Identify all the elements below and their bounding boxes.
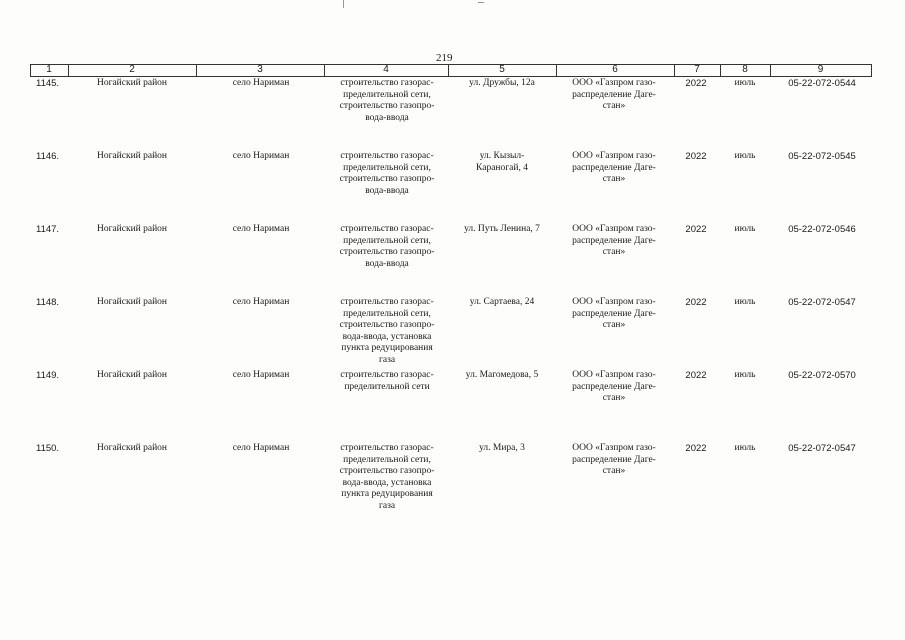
row-number: 1148. (36, 297, 60, 308)
village-cell: село Нариман (232, 151, 290, 161)
organization-cell-line: стан» (602, 393, 626, 403)
address-cell (450, 151, 554, 174)
work-type-cell-line: строительство газорас- (340, 443, 434, 453)
work-type-cell-line: пределительной сети, (343, 235, 431, 246)
column-header-8: 8 (742, 64, 748, 75)
work-type-cell-line: строительство газопро- (339, 101, 435, 111)
work-type-cell-line: строительство газорас- (340, 297, 434, 307)
row-number: 1150. (36, 443, 60, 454)
work-type-cell-line: пределительной сети (344, 381, 430, 392)
organization-cell-line: ООО «Газпром газо- (572, 370, 656, 380)
work-type-cell-line: строительство газорас- (340, 151, 434, 161)
organization-cell-line: стан» (602, 101, 626, 111)
work-type-cell-line: пункта редуцирования (341, 343, 433, 353)
work-type-cell-line: пределительной сети, (343, 308, 431, 319)
address-cell-line: ул. Дружбы, 12а (469, 78, 535, 88)
address-cell (450, 224, 554, 236)
address-cell-line: ул. Сартаева, 24 (469, 297, 535, 307)
organization-cell-line: распределение Даге- (572, 381, 656, 392)
column-header-1: 1 (46, 64, 52, 75)
organization-cell-line: ООО «Газпром газо- (572, 78, 656, 88)
year-cell: 2022 (685, 78, 707, 89)
address-cell-line: ул. Магомедова, 5 (465, 370, 539, 380)
row-number: 1145. (36, 78, 60, 89)
address-cell (450, 370, 554, 382)
code-cell: 05-22-072-0544 (788, 78, 856, 89)
work-type-cell-line: вода-ввода (365, 112, 409, 123)
work-type-cell-line: пункта редуцирования (341, 489, 433, 499)
column-header-9: 9 (817, 64, 824, 75)
work-type-cell-line: строительство газопро- (339, 247, 435, 257)
district-cell: Ногайский район (96, 78, 168, 88)
month-cell: июль (734, 78, 756, 88)
year-cell: 2022 (685, 224, 707, 235)
code-cell: 05-22-072-0546 (788, 224, 856, 235)
district-cell: Ногайский район (96, 224, 168, 234)
column-header-4: 4 (383, 64, 389, 75)
column-header-3: 3 (257, 64, 263, 75)
work-type-cell (326, 370, 448, 393)
organization-cell (558, 370, 670, 405)
work-type-cell (326, 297, 448, 366)
work-type-cell-line: газа (378, 500, 396, 511)
district-cell: Ногайский район (96, 443, 168, 453)
district-cell: Ногайский район (96, 370, 168, 380)
month-cell: июль (734, 297, 756, 307)
work-type-cell-line: вода-ввода, установка (342, 477, 432, 488)
work-type-cell-line: вода-ввода (365, 185, 409, 196)
scan-artifact (343, 0, 344, 8)
organization-cell-line: распределение Даге- (572, 235, 656, 246)
work-type-cell (326, 78, 448, 124)
month-cell: июль (734, 151, 756, 161)
code-cell: 05-22-072-0547 (788, 297, 856, 308)
work-type-cell-line: строительство газорас- (340, 370, 434, 380)
organization-cell-line: ООО «Газпром газо- (572, 297, 656, 307)
organization-cell (558, 151, 670, 186)
work-type-cell (326, 443, 448, 512)
organization-cell (558, 443, 670, 478)
work-type-cell-line: газа (378, 354, 396, 365)
month-cell: июль (734, 443, 756, 453)
page-number: 219 (436, 52, 453, 64)
address-cell-line: ул. Путь Ленина, 7 (464, 224, 540, 234)
column-header-2: 2 (129, 64, 135, 75)
column-header-6: 6 (612, 64, 618, 75)
organization-cell-line: ООО «Газпром газо- (572, 224, 656, 234)
row-number: 1146. (36, 151, 60, 162)
work-type-cell (326, 151, 448, 197)
village-cell: село Нариман (232, 370, 290, 380)
organization-cell (558, 78, 670, 113)
column-number-header (30, 64, 872, 76)
work-type-cell-line: пределительной сети, (343, 89, 431, 100)
organization-cell-line: стан» (602, 320, 626, 330)
row-number: 1147. (36, 224, 60, 235)
organization-cell-line: распределение Даге- (572, 308, 656, 319)
organization-cell-line: распределение Даге- (572, 89, 656, 100)
work-type-cell-line: пределительной сети, (343, 162, 431, 173)
work-type-cell-line: вода-ввода (365, 258, 409, 269)
address-cell-line: Караногай, 4 (476, 162, 528, 173)
column-header-7: 7 (694, 64, 700, 75)
village-cell: село Нариман (232, 78, 290, 88)
work-type-cell-line: строительство газопро- (339, 466, 435, 476)
village-cell: село Нариман (232, 443, 290, 453)
organization-cell-line: стан» (602, 247, 626, 257)
scan-artifact (478, 2, 484, 3)
work-type-cell-line: вода-ввода, установка (342, 331, 432, 342)
address-cell-line: ул. Мира, 3 (479, 443, 525, 453)
organization-cell (558, 224, 670, 259)
month-cell: июль (734, 224, 756, 234)
work-type-cell-line: пределительной сети, (343, 454, 431, 465)
work-type-cell-line: строительство газорас- (340, 224, 434, 234)
work-type-cell-line: строительство газопро- (339, 320, 435, 330)
organization-cell-line: распределение Даге- (572, 162, 656, 173)
organization-cell (558, 297, 670, 332)
district-cell: Ногайский район (96, 297, 168, 307)
year-cell: 2022 (685, 370, 707, 381)
address-cell (450, 78, 554, 90)
code-cell: 05-22-072-0570 (788, 370, 856, 381)
organization-cell-line: распределение Даге- (572, 454, 656, 465)
organization-cell-line: стан» (602, 466, 626, 476)
village-cell: село Нариман (232, 224, 290, 234)
code-cell: 05-22-072-0547 (788, 443, 856, 454)
organization-cell-line: ООО «Газпром газо- (572, 151, 656, 161)
organization-cell-line: ООО «Газпром газо- (572, 443, 656, 453)
row-number: 1149. (36, 370, 60, 381)
work-type-cell-line: строительство газорас- (340, 78, 434, 88)
organization-cell-line: стан» (602, 174, 626, 184)
year-cell: 2022 (685, 297, 707, 308)
address-cell-line: ул. Кызыл- (479, 151, 525, 161)
year-cell: 2022 (685, 443, 707, 454)
village-cell: село Нариман (232, 297, 290, 307)
month-cell: июль (734, 370, 756, 380)
address-cell (450, 443, 554, 455)
district-cell: Ногайский район (96, 151, 168, 161)
address-cell (450, 297, 554, 309)
code-cell: 05-22-072-0545 (788, 151, 856, 162)
work-type-cell-line: строительство газопро- (339, 174, 435, 184)
work-type-cell (326, 224, 448, 270)
column-header-5: 5 (499, 64, 505, 75)
year-cell: 2022 (685, 151, 707, 162)
